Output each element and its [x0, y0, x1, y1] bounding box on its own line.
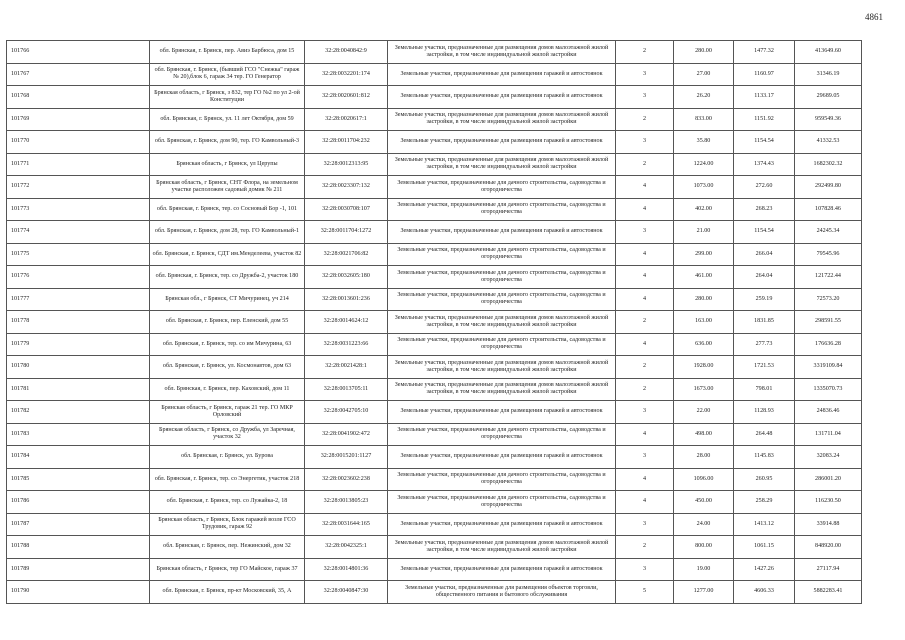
- row-cadastral-number: 32:28:0031223:66: [305, 333, 388, 356]
- row-area: 299.00: [674, 243, 734, 266]
- table-row: [7, 311, 862, 334]
- row-area: 280.00: [674, 41, 734, 64]
- row-cadastral-value: 1682302.32: [795, 153, 862, 176]
- row-id: 101766: [7, 41, 150, 64]
- row-specific-value: 264.48: [734, 423, 795, 446]
- row-cadastral-value: 176636.28: [795, 333, 862, 356]
- row-specific-value: 1831.85: [734, 311, 795, 334]
- row-address: Брянская область, г Брянск, з 832, тер ГО №2 по ул 2-ой Конституции: [150, 86, 305, 109]
- row-land-use: Земельные участки, предназначенные для размещения домов малоэтажной жилой застройки, в том числе индивидуальной жилой застройки: [388, 378, 616, 401]
- row-specific-value: 798.01: [734, 378, 795, 401]
- row-area: 163.00: [674, 311, 734, 334]
- row-group: 2: [616, 536, 674, 559]
- row-group: 3: [616, 131, 674, 154]
- row-group: 3: [616, 86, 674, 109]
- row-group: 3: [616, 558, 674, 581]
- row-land-use: Земельные участки, предназначенные для размещения гаражей и автостоянок: [388, 513, 616, 536]
- row-group: 4: [616, 198, 674, 221]
- table-row: [7, 131, 862, 154]
- row-specific-value: 264.04: [734, 266, 795, 289]
- row-id: 101767: [7, 63, 150, 86]
- row-land-use: Земельные участки, предназначенные для размещения гаражей и автостоянок: [388, 558, 616, 581]
- row-cadastral-value: 959549.36: [795, 108, 862, 131]
- row-area: 461.00: [674, 266, 734, 289]
- row-group: 3: [616, 221, 674, 244]
- row-specific-value: 268.23: [734, 198, 795, 221]
- row-address: Брянская обл., г Брянск, СТ Мичуринец, уч 214: [150, 288, 305, 311]
- row-land-use: Земельные участки, предназначенные для дачного строительства, садоводства и огородничества: [388, 198, 616, 221]
- table-row: [7, 86, 862, 109]
- row-specific-value: 1145.83: [734, 446, 795, 469]
- table-row: [7, 153, 862, 176]
- row-address: обл. Брянская, г. Брянск, дом 28, тер. ГО Камвольный-1: [150, 221, 305, 244]
- table-row: [7, 198, 862, 221]
- row-cadastral-value: 131711.04: [795, 423, 862, 446]
- row-id: 101787: [7, 513, 150, 536]
- row-land-use: Земельные участки, предназначенные для размещения гаражей и автостоянок: [388, 131, 616, 154]
- row-address: обл. Брянская, г. Брянск, тер. со Дружба-2, участок 180: [150, 266, 305, 289]
- row-address: обл. Брянская, г. Брянск, (бывший ГСО "Снежка" гараж № 20),блок 6, гараж 34 тер. ГО Генератор: [150, 63, 305, 86]
- row-land-use: Земельные участки, предназначенные для дачного строительства, садоводства и огородничества: [388, 176, 616, 199]
- row-cadastral-number: 32:28:0031644:165: [305, 513, 388, 536]
- row-address: Брянская область, г Брянск, гараж 21 тер. ГО МКР Орловский: [150, 401, 305, 424]
- row-area: 21.00: [674, 221, 734, 244]
- row-id: 101769: [7, 108, 150, 131]
- row-cadastral-number: 32:28:0030708:107: [305, 198, 388, 221]
- row-group: 2: [616, 378, 674, 401]
- row-id: 101788: [7, 536, 150, 559]
- row-area: 24.00: [674, 513, 734, 536]
- row-address: Брянская область, г Брянск, СНТ Флора, на земельном участке расположен садовый домик № 211: [150, 176, 305, 199]
- row-group: 4: [616, 266, 674, 289]
- table-row: [7, 536, 862, 559]
- row-cadastral-value: 27117.94: [795, 558, 862, 581]
- table-row: [7, 63, 862, 86]
- row-address: обл. Брянская, г. Брянск, пер. Нежинский, дом 32: [150, 536, 305, 559]
- row-address: Брянская область, г Брянск, ул Церупы: [150, 153, 305, 176]
- row-area: 636.00: [674, 333, 734, 356]
- row-cadastral-value: 292499.80: [795, 176, 862, 199]
- row-land-use: Земельные участки, предназначенные для дачного строительства, садоводства и огородничества: [388, 491, 616, 514]
- row-address: обл. Брянская, г. Брянск, ул. Космонавтов, дом 63: [150, 356, 305, 379]
- table-row: [7, 108, 862, 131]
- row-group: 4: [616, 423, 674, 446]
- row-land-use: Земельные участки, предназначенные для дачного строительства, садоводства и огородничества: [388, 423, 616, 446]
- table-row: [7, 243, 862, 266]
- row-address: обл. Брянская, г. Брянск, тер. со Сосновый Бор -1, 101: [150, 198, 305, 221]
- row-cadastral-value: 79545.96: [795, 243, 862, 266]
- row-address: обл. Брянская, г. Брянск, пер. Каховский, дом 11: [150, 378, 305, 401]
- row-cadastral-number: 32:28:0023307:132: [305, 176, 388, 199]
- row-land-use: Земельные участки, предназначенные для размещения домов малоэтажной жилой застройки, в том числе индивидуальной жилой застройки: [388, 41, 616, 64]
- row-cadastral-value: 121722.44: [795, 266, 862, 289]
- row-cadastral-value: 29689.05: [795, 86, 862, 109]
- row-cadastral-number: 32:28:0015201:1127: [305, 446, 388, 469]
- row-group: 4: [616, 288, 674, 311]
- row-cadastral-number: 32:28:0040842:9: [305, 41, 388, 64]
- row-cadastral-value: 1335070.73: [795, 378, 862, 401]
- row-area: 800.00: [674, 536, 734, 559]
- row-specific-value: 1427.26: [734, 558, 795, 581]
- row-cadastral-number: 32:28:0040847:30: [305, 581, 388, 604]
- row-id: 101789: [7, 558, 150, 581]
- row-area: 22.00: [674, 401, 734, 424]
- row-land-use: Земельные участки, предназначенные для размещения домов малоэтажной жилой застройки, в том числе индивидуальной жилой застройки: [388, 153, 616, 176]
- row-cadastral-number: 32:28:0013805:23: [305, 491, 388, 514]
- row-land-use: Земельные участки, предназначенные для дачного строительства, садоводства и огородничества: [388, 266, 616, 289]
- row-id: 101775: [7, 243, 150, 266]
- row-id: 101776: [7, 266, 150, 289]
- row-id: 101781: [7, 378, 150, 401]
- table-row: [7, 401, 862, 424]
- row-cadastral-number: 32:28:0042705:10: [305, 401, 388, 424]
- row-cadastral-number: 32:28:0013601:236: [305, 288, 388, 311]
- row-id: 101790: [7, 581, 150, 604]
- row-specific-value: 1721.53: [734, 356, 795, 379]
- table-row: [7, 513, 862, 536]
- row-specific-value: 1374.43: [734, 153, 795, 176]
- row-address: Брянская область, г Брянск, со Дружба, ул Заречная, участок 32: [150, 423, 305, 446]
- row-cadastral-value: 116230.50: [795, 491, 862, 514]
- row-cadastral-number: 32:28:0013705:11: [305, 378, 388, 401]
- row-specific-value: 1413.12: [734, 513, 795, 536]
- row-cadastral-number: 32:28:0041902:472: [305, 423, 388, 446]
- row-cadastral-value: 32083.24: [795, 446, 862, 469]
- row-address: обл. Брянская, г. Брянск, пер. Авиэ Барбюса, дом 15: [150, 41, 305, 64]
- table-row: [7, 176, 862, 199]
- row-group: 4: [616, 491, 674, 514]
- row-group: 4: [616, 176, 674, 199]
- row-cadastral-number: 32:28:0032201:174: [305, 63, 388, 86]
- row-land-use: Земельные участки, предназначенные для размещения домов малоэтажной жилой застройки, в том числе индивидуальной жилой застройки: [388, 536, 616, 559]
- row-cadastral-value: 298591.55: [795, 311, 862, 334]
- row-id: 101780: [7, 356, 150, 379]
- row-land-use: Земельные участки, предназначенные для размещения гаражей и автостоянок: [388, 86, 616, 109]
- row-id: 101783: [7, 423, 150, 446]
- row-id: 101784: [7, 446, 150, 469]
- row-area: 833.00: [674, 108, 734, 131]
- table-row: [7, 288, 862, 311]
- row-group: 3: [616, 63, 674, 86]
- table-row: [7, 333, 862, 356]
- row-area: 280.00: [674, 288, 734, 311]
- table-row: [7, 378, 862, 401]
- row-cadastral-value: 3319109.84: [795, 356, 862, 379]
- row-land-use: Земельные участки, предназначенные для дачного строительства, садоводства и огородничества: [388, 288, 616, 311]
- row-cadastral-number: 32:28:0014801:36: [305, 558, 388, 581]
- row-id: 101782: [7, 401, 150, 424]
- row-area: 26.20: [674, 86, 734, 109]
- row-address: обл. Брянская, г. Брянск, пр-кт Московский, 35, А: [150, 581, 305, 604]
- row-specific-value: 1061.15: [734, 536, 795, 559]
- table-row: [7, 446, 862, 469]
- row-address: обл. Брянская, г. Брянск, пер. Еленский, дом 55: [150, 311, 305, 334]
- row-id: 101786: [7, 491, 150, 514]
- row-land-use: Земельные участки, предназначенные для размещения гаражей и автостоянок: [388, 401, 616, 424]
- row-area: 19.00: [674, 558, 734, 581]
- row-land-use: Земельные участки, предназначенные для размещения домов малоэтажной жилой застройки, в том числе индивидуальной жилой застройки: [388, 108, 616, 131]
- row-area: 498.00: [674, 423, 734, 446]
- row-cadastral-number: 32:28:0011704:232: [305, 131, 388, 154]
- row-specific-value: 260.95: [734, 468, 795, 491]
- row-land-use: Земельные участки, предназначенные для дачного строительства, садоводства и огородничества: [388, 333, 616, 356]
- table-row: [7, 266, 862, 289]
- row-specific-value: 266.04: [734, 243, 795, 266]
- row-id: 101772: [7, 176, 150, 199]
- row-specific-value: 259.19: [734, 288, 795, 311]
- row-cadastral-value: 24836.46: [795, 401, 862, 424]
- table-row: [7, 581, 862, 604]
- row-cadastral-number: 32:28:0020601:812: [305, 86, 388, 109]
- row-cadastral-number: 32:28:0012313:95: [305, 153, 388, 176]
- row-specific-value: 1477.32: [734, 41, 795, 64]
- row-land-use: Земельные участки, предназначенные для дачного строительства, садоводства и огородничества: [388, 468, 616, 491]
- row-specific-value: 1151.92: [734, 108, 795, 131]
- row-address: Брянская область, г Брянск, Блок гаражей возле ГСО Трудовик, гараж 92: [150, 513, 305, 536]
- row-address: обл. Брянская, г. Брянск, тер. со Энергетик, участок 218: [150, 468, 305, 491]
- row-cadastral-value: 413649.60: [795, 41, 862, 64]
- row-land-use: Земельные участки, предназначенные для размещения гаражей и автостоянок: [388, 221, 616, 244]
- row-address: Брянская область, г Брянск, тер ГО Майское, гараж 37: [150, 558, 305, 581]
- row-cadastral-value: 33914.88: [795, 513, 862, 536]
- row-specific-value: 1154.54: [734, 131, 795, 154]
- row-area: 27.00: [674, 63, 734, 86]
- row-cadastral-number: 32:28:0021706:82: [305, 243, 388, 266]
- row-group: 2: [616, 356, 674, 379]
- row-cadastral-number: 32:28:0014624:12: [305, 311, 388, 334]
- table-row: [7, 558, 862, 581]
- row-group: 3: [616, 401, 674, 424]
- row-cadastral-value: 107828.46: [795, 198, 862, 221]
- row-land-use: Земельные участки, предназначенные для размещения объектов торговли, общественного питания и бытового обслуживания: [388, 581, 616, 604]
- row-address: обл. Брянская, г. Брянск, СДТ им.Менделеева, участок 82: [150, 243, 305, 266]
- row-id: 101777: [7, 288, 150, 311]
- row-address: обл. Брянская, г. Брянск, ул. Бурова: [150, 446, 305, 469]
- row-address: обл. Брянская, г. Брянск, тер. со им Мичурина, 63: [150, 333, 305, 356]
- row-group: 2: [616, 41, 674, 64]
- row-cadastral-value: 286001.20: [795, 468, 862, 491]
- row-group: 2: [616, 153, 674, 176]
- row-id: 101771: [7, 153, 150, 176]
- row-group: 4: [616, 468, 674, 491]
- table-row: [7, 356, 862, 379]
- row-area: 402.00: [674, 198, 734, 221]
- row-group: 5: [616, 581, 674, 604]
- row-group: 3: [616, 513, 674, 536]
- row-cadastral-value: 848920.00: [795, 536, 862, 559]
- row-area: 1277.00: [674, 581, 734, 604]
- table-row: [7, 423, 862, 446]
- page-number: 4861: [865, 12, 883, 22]
- row-area: 1096.00: [674, 468, 734, 491]
- row-area: 1673.00: [674, 378, 734, 401]
- row-specific-value: 1160.97: [734, 63, 795, 86]
- row-address: обл. Брянская, г. Брянск, ул. 11 лет Октября, дом 59: [150, 108, 305, 131]
- row-id: 101779: [7, 333, 150, 356]
- row-cadastral-number: 32:28:0023602:238: [305, 468, 388, 491]
- row-land-use: Земельные участки, предназначенные для размещения гаражей и автостоянок: [388, 63, 616, 86]
- row-id: 101774: [7, 221, 150, 244]
- row-area: 28.00: [674, 446, 734, 469]
- row-area: 1928.00: [674, 356, 734, 379]
- row-area: 1073.00: [674, 176, 734, 199]
- row-address: обл. Брянская, г. Брянск, тер. со Лужайка-2, 18: [150, 491, 305, 514]
- row-cadastral-value: 31346.19: [795, 63, 862, 86]
- row-specific-value: 272.60: [734, 176, 795, 199]
- row-group: 4: [616, 333, 674, 356]
- table-row: [7, 41, 862, 64]
- row-cadastral-value: 72573.20: [795, 288, 862, 311]
- row-area: 35.80: [674, 131, 734, 154]
- row-specific-value: 4606.33: [734, 581, 795, 604]
- row-cadastral-number: 32:28:0042325:1: [305, 536, 388, 559]
- row-cadastral-number: 32:28:0011704:1272: [305, 221, 388, 244]
- row-address: обл. Брянская, г. Брянск, дом 90, тер. ГО Камвольный-3: [150, 131, 305, 154]
- row-id: 101770: [7, 131, 150, 154]
- row-land-use: Земельные участки, предназначенные для размещения гаражей и автостоянок: [388, 446, 616, 469]
- row-cadastral-number: 32:28:0032605:180: [305, 266, 388, 289]
- row-group: 2: [616, 311, 674, 334]
- row-specific-value: 1154.54: [734, 221, 795, 244]
- cadastral-value-table: [6, 40, 862, 604]
- row-land-use: Земельные участки, предназначенные для размещения домов малоэтажной жилой застройки, в том числе индивидуальной жилой застройки: [388, 311, 616, 334]
- row-id: 101773: [7, 198, 150, 221]
- table-row: [7, 491, 862, 514]
- row-cadastral-value: 24245.34: [795, 221, 862, 244]
- table-row: [7, 221, 862, 244]
- row-group: 2: [616, 108, 674, 131]
- row-specific-value: 1133.17: [734, 86, 795, 109]
- row-group: 3: [616, 446, 674, 469]
- table-row: [7, 468, 862, 491]
- row-id: 101778: [7, 311, 150, 334]
- row-area: 450.00: [674, 491, 734, 514]
- row-group: 4: [616, 243, 674, 266]
- row-specific-value: 258.29: [734, 491, 795, 514]
- row-cadastral-number: 32:28:0020617:1: [305, 108, 388, 131]
- row-area: 1224.00: [674, 153, 734, 176]
- row-id: 101785: [7, 468, 150, 491]
- row-specific-value: 1128.93: [734, 401, 795, 424]
- row-land-use: Земельные участки, предназначенные для дачного строительства, садоводства и огородничества: [388, 243, 616, 266]
- row-id: 101768: [7, 86, 150, 109]
- row-specific-value: 277.73: [734, 333, 795, 356]
- row-land-use: Земельные участки, предназначенные для размещения домов малоэтажной жилой застройки, в том числе индивидуальной жилой застройки: [388, 356, 616, 379]
- row-cadastral-value: 5882283.41: [795, 581, 862, 604]
- row-cadastral-number: 32:28:0021428:1: [305, 356, 388, 379]
- row-cadastral-value: 41332.53: [795, 131, 862, 154]
